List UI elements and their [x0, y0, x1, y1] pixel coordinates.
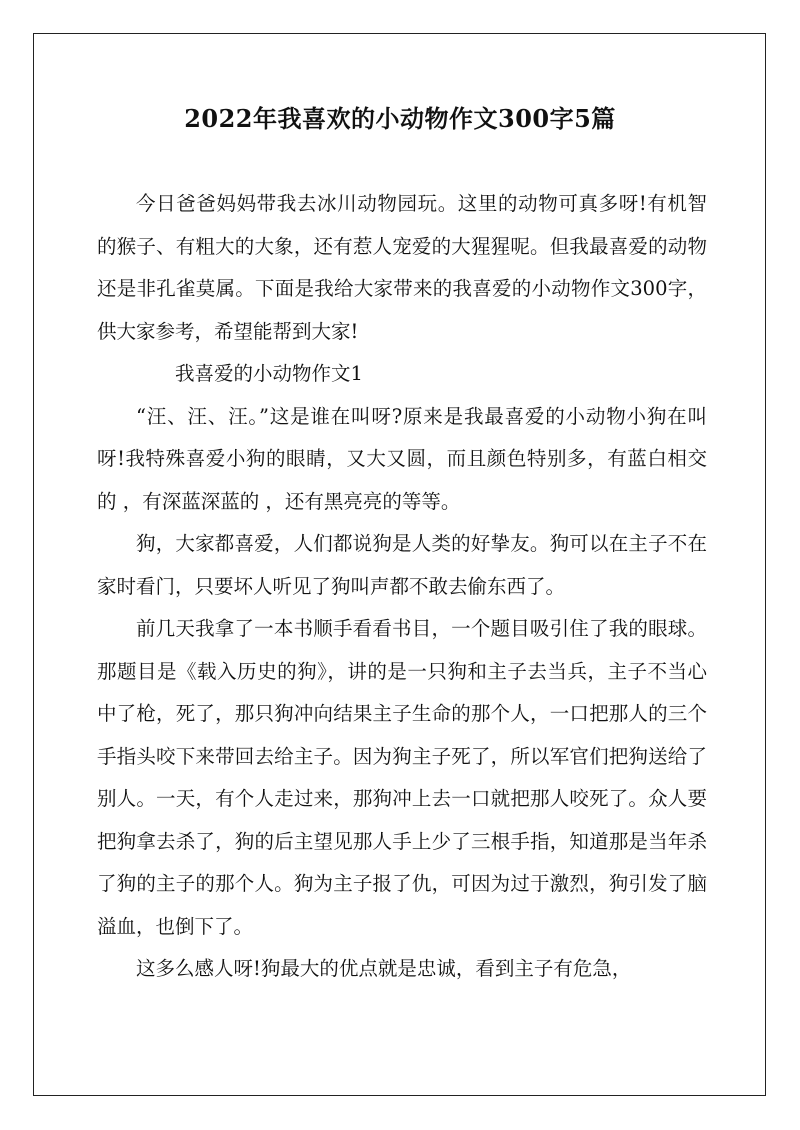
paragraph: 狗，大家都喜爱，人们都说狗是人类的好挚友。狗可以在主子不在家时看门，只要坏人听见了狗叫声都不敢去偷东西了。	[97, 532, 707, 598]
paragraph: “汪、汪、汪。”这是谁在叫呀?原来是我最喜爱的小动物小狗在叫呀!我特殊喜爱小狗的眼睛，又大又圆，而且颜色特别多，有蓝白相交的 ，有深蓝深蓝的 ，还有黑亮亮的等等。	[97, 404, 707, 513]
paragraph: 这多么感人呀!狗最大的优点就是忠诚，看到主子有危急，	[136, 957, 632, 980]
section-heading: 我喜爱的小动物作文1	[175, 362, 363, 385]
paragraph: 前几天我拿了一本书顺手看看书目，一个题目吸引住了我的眼球。那题目是《载入历史的狗》，讲的是一只狗和主子去当兵，主子不当心中了枪，死了，那只狗冲向结果主子生命的那个人，一口把那人的三个手指头咬下来带回去给主子。因为狗主子死了，所以军官们把狗送给了别人。一天，有个人走过来，那狗冲上去一口就把那人咬死了。众人要把狗拿去杀了，狗的后主望见那人手上少了三根手指，知道那是当年杀了狗的主子的那个人。狗为主子报了仇，可因为过于激烈，狗引发了脑溢血，也倒下了。	[97, 617, 707, 938]
document-body	[97, 183, 707, 991]
document-title: 2022年我喜欢的小动物作文300字5篇	[184, 104, 616, 133]
paragraph-intro: 今日爸爸妈妈带我去冰川动物园玩。这里的动物可真多呀!有机智的猴子、有粗大的大象，还有惹人宠爱的大猩猩呢。但我最喜爱的动物还是非孔雀莫属。下面是我给大家带来的我喜爱的小动物作文300字，供大家参考，希望能帮到大家!	[97, 192, 707, 343]
